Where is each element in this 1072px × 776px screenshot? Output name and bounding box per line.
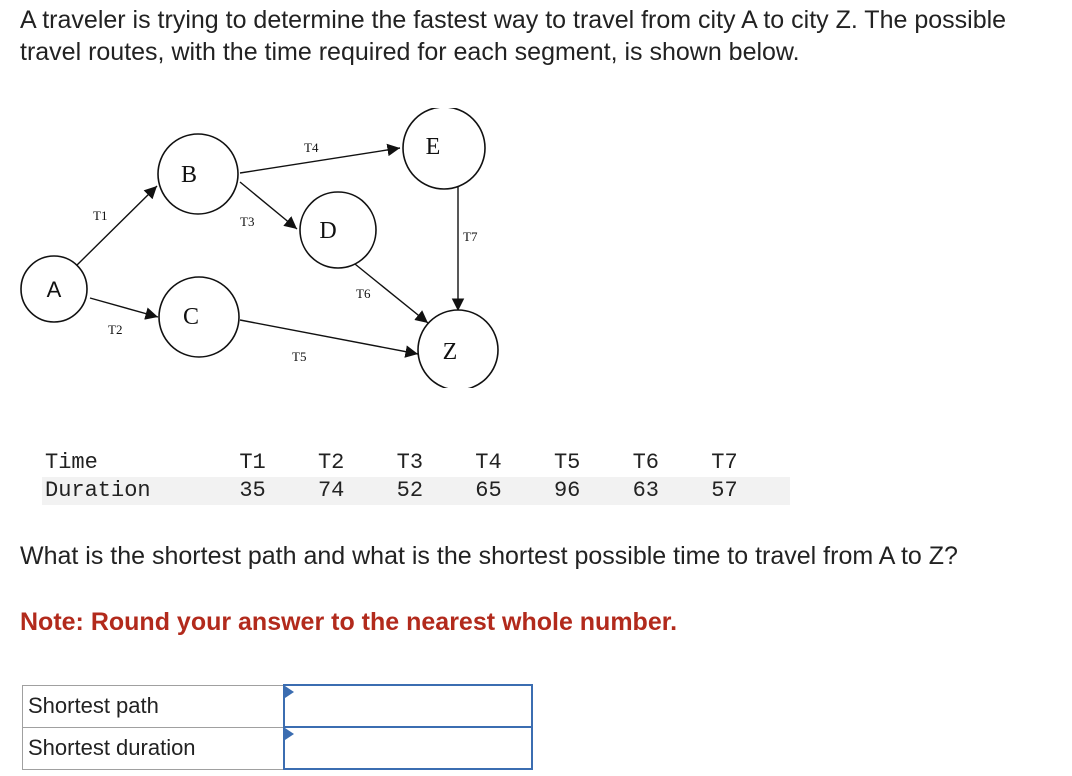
shortest-path-cell <box>284 685 532 727</box>
answer-row-duration <box>23 727 533 769</box>
segment-label: T7 <box>711 450 738 475</box>
edge-t4 <box>240 148 400 173</box>
node-z <box>418 310 498 388</box>
edge-label-t5: T5 <box>292 349 307 364</box>
segment-duration: 96 <box>554 477 633 505</box>
shortest-path-input[interactable] <box>285 687 531 725</box>
edge-label-t2: T2 <box>108 322 123 337</box>
time-row <box>42 449 790 477</box>
input-marker-icon <box>285 686 294 698</box>
answer-table <box>22 684 533 770</box>
edge-label-t3: T3 <box>240 214 255 229</box>
segment-duration: 65 <box>475 477 554 505</box>
edge-label-t1: T1 <box>93 208 108 223</box>
segment-duration: 35 <box>239 477 318 505</box>
segment-label: T4 <box>475 450 502 475</box>
node-d-label: D <box>319 218 337 244</box>
route-diagram <box>0 108 560 388</box>
segment-duration: 63 <box>633 477 712 505</box>
node-a <box>21 256 87 322</box>
segment-label: T5 <box>553 450 581 475</box>
node-z-label: Z <box>442 339 458 365</box>
shortest-path-label: Shortest path <box>23 685 285 727</box>
answer-row-path <box>23 685 533 727</box>
time-row-header: Time <box>45 450 98 475</box>
shortest-duration-input[interactable] <box>285 729 531 767</box>
edge-t5 <box>240 320 418 354</box>
segment-label: T1 <box>239 450 266 475</box>
node-c <box>159 277 239 357</box>
edge-label-t7: T7 <box>463 229 478 244</box>
question-text: What is the shortest path and what is the shortest possible time to travel from A to Z? <box>20 542 958 570</box>
segment-times-table <box>42 449 790 505</box>
edge-t2 <box>90 298 158 317</box>
segment-label: T6 <box>632 450 660 475</box>
node-c-label: C <box>182 304 200 330</box>
segment-label: T3 <box>396 450 424 475</box>
segment-duration: 52 <box>397 477 476 505</box>
segment-duration: 57 <box>711 477 790 505</box>
node-e <box>403 108 485 189</box>
edge-label-t6: T6 <box>356 286 371 301</box>
segment-duration: 74 <box>318 477 397 505</box>
rounding-note: Note: Round your answer to the nearest whole number. <box>20 608 678 636</box>
shortest-duration-label: Shortest duration <box>23 727 285 769</box>
edge-t1 <box>76 186 157 266</box>
node-b-label: B <box>180 162 198 188</box>
shortest-duration-cell <box>284 727 532 769</box>
intro-text: A traveler is trying to determine the fastest way to travel from city A to city Z. The possible travel routes, with the time required for each segment, is shown below. <box>20 6 1007 66</box>
duration-row-header: Duration <box>42 477 239 505</box>
input-marker-icon <box>285 728 294 740</box>
duration-row <box>42 477 790 505</box>
segment-label: T2 <box>317 450 345 475</box>
node-a-label: A <box>46 277 62 302</box>
node-e-label: E <box>425 134 441 160</box>
node-b <box>158 134 238 214</box>
edge-label-t4: T4 <box>304 140 319 155</box>
node-d <box>300 192 376 268</box>
